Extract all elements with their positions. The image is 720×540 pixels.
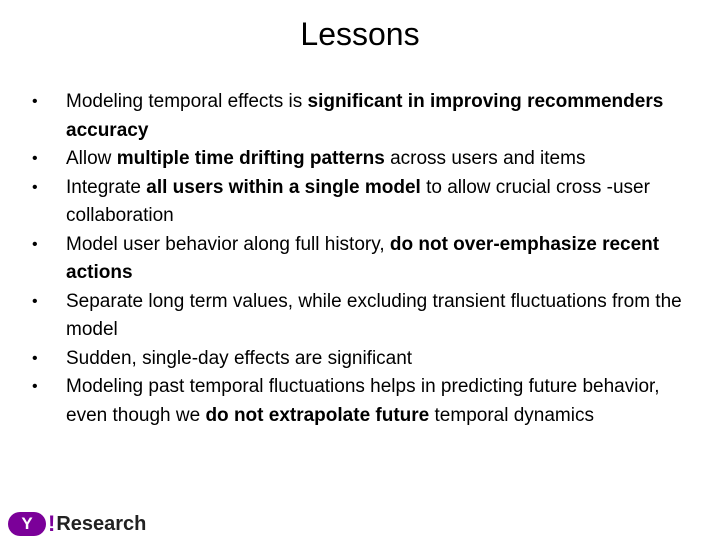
bullet-icon: • [32,93,38,110]
yahoo-research-logo [8,511,146,537]
bullet-text: Allow [66,148,117,169]
bullet-text: Modeling past temporal fluctuations helps in predicting future behavior, even though we [66,376,660,426]
bullet-text-bold: do not extrapolate future [205,404,430,426]
bullet-icon: • [32,150,38,167]
bullet-item [26,231,706,288]
bullet-text: Separate long term values, while excluding transient fluctuations from the model [66,290,682,340]
bullet-item [26,174,706,231]
yahoo-logo-bang: ! [48,511,56,536]
bullet-item [26,145,706,174]
bullet-icon: • [32,349,38,367]
bullet-list [26,88,706,430]
bullet-text: Model user behavior along full history, [66,233,390,255]
bullet-text: Integrate [66,176,147,198]
bullet-text: Modeling temporal effects is [66,91,308,112]
logo-text: Research [56,512,147,535]
bullet-icon: • [32,178,38,196]
yahoo-logo-badge: Y [8,512,46,536]
bullet-text: temporal dynamics [429,404,594,426]
bullet-text-bold: significant in improving recommenders accuracy [66,91,664,141]
bullet-text: across users and items [384,148,586,169]
bullet-item [26,345,706,374]
bullet-text-bold: multiple time drifting patterns [116,148,385,169]
slide-title: Lessons [300,16,420,52]
bullet-item [26,373,706,430]
bullet-item [26,88,706,145]
bullet-icon: • [32,235,38,253]
bullet-icon: • [32,292,38,310]
bullet-text: to allow crucial cross -user collaboration [66,176,650,226]
bullet-item [26,288,706,345]
bullet-text-bold: all users within a single model [146,176,421,198]
bullet-icon: • [32,378,38,395]
bullet-text: Sudden, single-day effects are significant [66,347,413,369]
bullet-text-bold: do not over-emphasize recent actions [66,233,660,283]
